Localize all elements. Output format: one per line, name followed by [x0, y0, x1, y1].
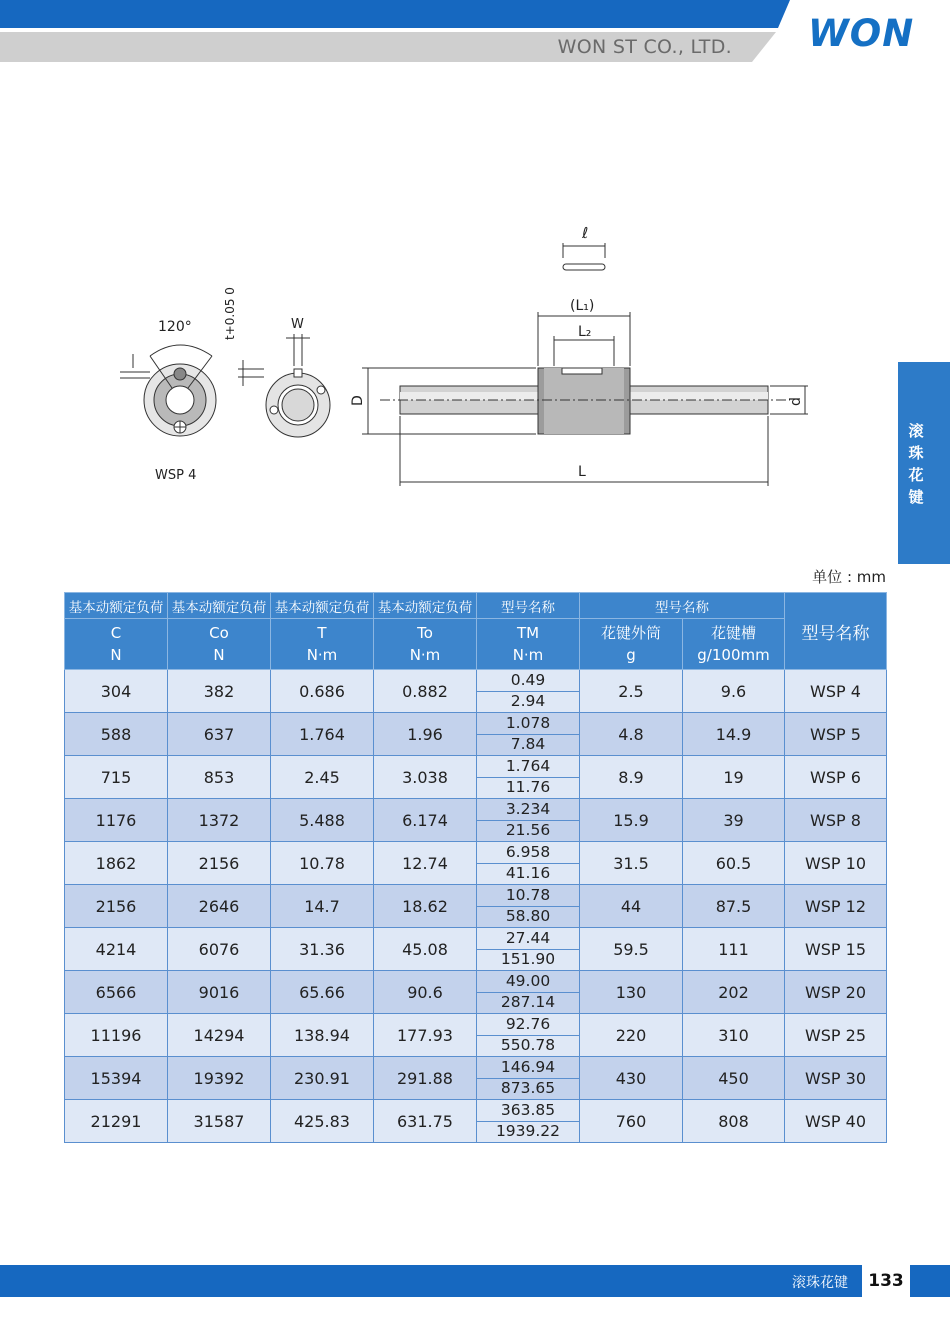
table-cell: WSP 8	[785, 799, 887, 842]
table-cell: 363.85	[477, 1100, 580, 1122]
l-label: L	[578, 464, 586, 480]
table-cell: 21.56	[477, 820, 580, 842]
table-cell: 9.6	[683, 670, 785, 713]
table-cell: 11196	[65, 1014, 168, 1057]
table-cell: WSP 5	[785, 713, 887, 756]
page-header	[0, 0, 950, 70]
table-cell: 39	[683, 799, 785, 842]
table-cell: 1862	[65, 842, 168, 885]
header-blue-bar	[0, 0, 790, 28]
subheader-unit: N	[110, 646, 122, 664]
table-cell: 2.5	[580, 670, 683, 713]
subheader-unit: N·m	[409, 646, 441, 664]
table-cell: 14294	[168, 1014, 271, 1057]
end-view-flange	[120, 319, 216, 483]
table-cell: 202	[683, 971, 785, 1014]
l2-label: L₂	[578, 324, 592, 340]
d-inner-label: d	[788, 397, 804, 406]
table-cell: WSP 15	[785, 928, 887, 971]
unit-label: 单位 : mm	[812, 568, 886, 586]
table-cell: 27.44	[477, 928, 580, 950]
subheader-cell	[477, 619, 580, 670]
table-cell: 6566	[65, 971, 168, 1014]
subheader-unit: g/100mm	[697, 646, 770, 664]
table-cell: 44	[580, 885, 683, 928]
table-cell: 230.91	[271, 1057, 374, 1100]
table-cell: 11.76	[477, 777, 580, 799]
table-cell: 151.90	[477, 949, 580, 971]
table-row	[65, 670, 887, 692]
table-cell: 0.686	[271, 670, 374, 713]
table-cell: 382	[168, 670, 271, 713]
header-cell: 型号名称	[477, 593, 580, 619]
table-row	[65, 713, 887, 735]
table-cell: 450	[683, 1057, 785, 1100]
subheader-line: TM	[516, 624, 540, 642]
table-row	[65, 842, 887, 864]
table-cell: 1.96	[374, 713, 477, 756]
table-cell: 853	[168, 756, 271, 799]
table-cell: 92.76	[477, 1014, 580, 1036]
table-cell: 14.9	[683, 713, 785, 756]
table-cell: 12.74	[374, 842, 477, 885]
tolerance-label: t+0.05 0	[223, 287, 237, 340]
side-tab-char: 键	[908, 488, 924, 506]
footer-title: 滚珠花键	[792, 1275, 848, 1291]
key-drawing	[563, 224, 605, 270]
table-cell: 4.8	[580, 713, 683, 756]
subheader-cell	[65, 619, 168, 670]
table-cell: 111	[683, 928, 785, 971]
table-cell: 7.84	[477, 734, 580, 756]
w-label: W	[291, 317, 304, 332]
table-cell: 310	[683, 1014, 785, 1057]
spec-table-body	[65, 670, 887, 1143]
header-model-cell: 型号名称	[785, 593, 887, 670]
table-cell: 58.80	[477, 906, 580, 928]
subheader-cell	[683, 619, 785, 670]
table-cell: 6.958	[477, 842, 580, 864]
table-cell: 31.36	[271, 928, 374, 971]
d-outer-label: D	[350, 395, 366, 406]
table-cell: 8.9	[580, 756, 683, 799]
table-cell: 2156	[65, 885, 168, 928]
table-cell: 1372	[168, 799, 271, 842]
table-row	[65, 971, 887, 993]
header-cell: 型号名称	[580, 593, 785, 619]
table-cell: 19392	[168, 1057, 271, 1100]
table-row	[65, 1100, 887, 1122]
table-cell: 10.78	[271, 842, 374, 885]
angle-label: 120°	[158, 319, 192, 335]
table-cell: 637	[168, 713, 271, 756]
page-number: 133	[868, 1271, 904, 1291]
side-section-tab	[898, 362, 950, 564]
header-cell: 基本动额定负荷	[65, 593, 168, 619]
subheader-cell	[580, 619, 683, 670]
table-row	[65, 885, 887, 907]
table-cell: 873.65	[477, 1078, 580, 1100]
footer-end-bar	[910, 1265, 950, 1297]
table-cell: WSP 30	[785, 1057, 887, 1100]
subheader-cell	[271, 619, 374, 670]
table-cell: 138.94	[271, 1014, 374, 1057]
end-view-slot	[238, 317, 330, 437]
subheader-cell	[168, 619, 271, 670]
table-cell: 60.5	[683, 842, 785, 885]
table-cell: 31587	[168, 1100, 271, 1143]
table-row	[65, 756, 887, 778]
table-cell: 177.93	[374, 1014, 477, 1057]
table-cell: 130	[580, 971, 683, 1014]
table-row	[65, 1014, 887, 1036]
subheader-unit: N·m	[306, 646, 338, 664]
table-row	[65, 1057, 887, 1079]
subheader-unit: N·m	[512, 646, 544, 664]
table-cell: 3.234	[477, 799, 580, 821]
table-cell: 808	[683, 1100, 785, 1143]
subheader-line: 花键外筒	[600, 624, 661, 642]
table-cell: WSP 20	[785, 971, 887, 1014]
spec-table	[64, 592, 887, 1143]
table-cell: 588	[65, 713, 168, 756]
table-cell: 430	[580, 1057, 683, 1100]
header-cell: 基本动额定负荷	[374, 593, 477, 619]
table-cell: 19	[683, 756, 785, 799]
page-footer	[0, 1265, 950, 1297]
table-cell: 31.5	[580, 842, 683, 885]
table-cell: 304	[65, 670, 168, 713]
table-cell: 21291	[65, 1100, 168, 1143]
subheader-line: 花键槽	[710, 624, 756, 642]
table-cell: WSP 40	[785, 1100, 887, 1143]
table-cell: 5.488	[271, 799, 374, 842]
subheader-line: T	[317, 624, 327, 642]
l1-label: (L₁)	[570, 298, 595, 314]
table-cell: 90.6	[374, 971, 477, 1014]
table-cell: 3.038	[374, 756, 477, 799]
subheader-unit: N	[213, 646, 225, 664]
side-tab-char: 滚	[908, 422, 924, 440]
key-length-label: ℓ	[582, 224, 589, 242]
table-cell: 146.94	[477, 1057, 580, 1079]
table-cell: 65.66	[271, 971, 374, 1014]
table-cell: 1.764	[477, 756, 580, 778]
table-cell: 550.78	[477, 1035, 580, 1057]
table-cell: 59.5	[580, 928, 683, 971]
table-row	[65, 799, 887, 821]
subheader-line: To	[417, 624, 433, 642]
table-cell: 14.7	[271, 885, 374, 928]
table-cell: 10.78	[477, 885, 580, 907]
header-cell: 基本动额定负荷	[168, 593, 271, 619]
table-cell: 15394	[65, 1057, 168, 1100]
table-cell: 220	[580, 1014, 683, 1057]
table-cell: 41.16	[477, 863, 580, 885]
table-cell: 4214	[65, 928, 168, 971]
table-cell: 6076	[168, 928, 271, 971]
subheader-unit: g	[626, 646, 636, 664]
side-tab-char: 珠	[908, 444, 924, 462]
spline-drawing	[0, 200, 900, 500]
company-name: WON ST CO., LTD.	[557, 36, 732, 58]
table-cell: 760	[580, 1100, 683, 1143]
table-cell: 631.75	[374, 1100, 477, 1143]
table-cell: 1176	[65, 799, 168, 842]
brand-logo: WON	[808, 12, 915, 55]
table-cell: 2.45	[271, 756, 374, 799]
header-cell: 基本动额定负荷	[271, 593, 374, 619]
model-drawing-label: WSP 4	[155, 468, 197, 483]
table-cell: WSP 4	[785, 670, 887, 713]
table-cell: 6.174	[374, 799, 477, 842]
table-cell: 291.88	[374, 1057, 477, 1100]
table-cell: 18.62	[374, 885, 477, 928]
table-cell: 45.08	[374, 928, 477, 971]
table-cell: WSP 10	[785, 842, 887, 885]
table-cell: 0.882	[374, 670, 477, 713]
table-cell: 9016	[168, 971, 271, 1014]
subheader-line: C	[110, 624, 122, 642]
subheader-cell	[374, 619, 477, 670]
table-cell: 425.83	[271, 1100, 374, 1143]
footer-bar	[0, 1265, 862, 1297]
table-cell: 49.00	[477, 971, 580, 993]
side-view	[350, 298, 808, 486]
table-cell: WSP 6	[785, 756, 887, 799]
subheader-line: Co	[209, 624, 229, 642]
table-cell: 2156	[168, 842, 271, 885]
table-cell: 2646	[168, 885, 271, 928]
table-cell: 715	[65, 756, 168, 799]
table-row	[65, 928, 887, 950]
table-cell: WSP 25	[785, 1014, 887, 1057]
table-cell: 0.49	[477, 670, 580, 692]
table-cell: 2.94	[477, 691, 580, 713]
table-cell: 1939.22	[477, 1121, 580, 1143]
table-cell: 1.764	[271, 713, 374, 756]
table-cell: 87.5	[683, 885, 785, 928]
side-tab-char: 花	[908, 466, 924, 484]
table-cell: WSP 12	[785, 885, 887, 928]
table-cell: 287.14	[477, 992, 580, 1014]
table-cell: 1.078	[477, 713, 580, 735]
table-cell: 15.9	[580, 799, 683, 842]
